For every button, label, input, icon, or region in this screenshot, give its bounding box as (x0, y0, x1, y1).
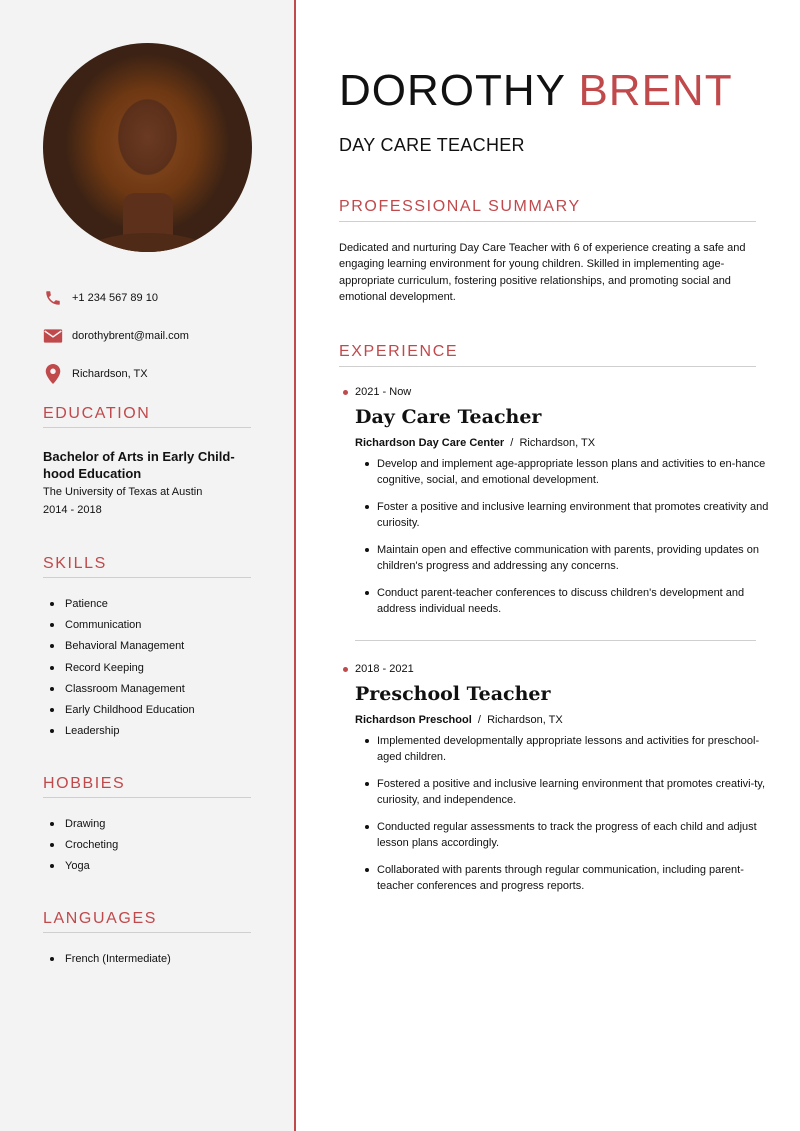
timeline-dot (343, 390, 348, 395)
responsibility-item: Develop and implement age-appropriate lesson plans and activities to en-hance cognitive, social, and emotional development. (365, 456, 770, 488)
job-dates: 2021 - Now (355, 386, 412, 398)
hobby-item: Crocheting (50, 838, 118, 859)
last-name: BRENT (578, 66, 733, 115)
first-name: DOROTHY (339, 66, 566, 115)
education-years: 2014 - 2018 (43, 504, 102, 516)
contact-phone (43, 288, 158, 308)
job-dates: 2018 - 2021 (355, 663, 414, 675)
company-location: Richardson, TX (519, 437, 596, 449)
experience-divider (355, 640, 756, 641)
skills-list (50, 597, 195, 745)
responsibility-item: Collaborated with parents through regular communication, including parent-teacher conferences and progress reports. (365, 862, 770, 894)
education-degree: Bachelor of Arts in Early Child-hood Education (43, 449, 235, 481)
mail-icon (43, 326, 63, 346)
job-company (355, 714, 563, 726)
timeline-dot (343, 667, 348, 672)
skill-item: Communication (50, 618, 195, 639)
contact-location (43, 364, 148, 384)
job-role: DAY CARE TEACHER (339, 135, 525, 155)
hobby-item: Yoga (50, 859, 118, 880)
responsibility-item: Implemented developmentally appropriate lessons and activities for preschool-aged children. (365, 733, 770, 765)
company-separator: / (477, 714, 481, 726)
company-name: Richardson Preschool (355, 714, 472, 726)
skill-item: Early Childhood Education (50, 703, 195, 724)
responsibility-item: Foster a positive and inclusive learning environment that promotes creativity and curiosity. (365, 499, 770, 531)
job-title: Preschool Teacher (355, 683, 551, 705)
skill-item: Classroom Management (50, 682, 195, 703)
education-school: The University of Texas at Austin (43, 486, 203, 498)
experience-heading: EXPERIENCE (339, 343, 756, 367)
phone-text: +1 234 567 89 10 (72, 292, 158, 304)
job-responsibilities (365, 456, 770, 628)
skill-item: Leadership (50, 724, 195, 745)
language-item: French (Intermediate) (50, 952, 171, 973)
skill-item: Behavioral Management (50, 639, 195, 660)
responsibility-item: Conducted regular assessments to track the progress of each child and adjust lesson plans accordingly. (365, 819, 770, 851)
location-pin-icon (43, 364, 63, 384)
photo-shoulders (73, 233, 223, 252)
hobby-item: Drawing (50, 817, 118, 838)
contact-email (43, 326, 189, 346)
languages-heading: LANGUAGES (43, 910, 251, 933)
hobbies-list (50, 817, 118, 881)
job-responsibilities (365, 733, 770, 905)
profile-photo (43, 43, 252, 252)
summary-text: Dedicated and nurturing Day Care Teacher with 6 of experience creating a safe and engaging learning environment for young children. Skilled in implementing age-appropriate curriculum, fostering positive relationships, and promoting social and emotional development. (339, 242, 746, 303)
full-name (339, 66, 733, 116)
responsibility-item: Fostered a positive and inclusive learning environment that promotes creativi-ty, curiosity, and independence. (365, 776, 770, 808)
hobbies-heading: HOBBIES (43, 775, 251, 798)
job-title: Day Care Teacher (355, 406, 542, 428)
responsibility-item: Maintain open and effective communication with parents, providing updates on children's progress and addressing any concerns. (365, 542, 770, 574)
email-text: dorothybrent@mail.com (72, 330, 189, 342)
skill-item: Patience (50, 597, 195, 618)
phone-icon (43, 288, 63, 308)
education-heading: EDUCATION (43, 405, 251, 428)
location-text: Richardson, TX (72, 368, 148, 380)
skills-heading: SKILLS (43, 555, 251, 578)
responsibility-item: Conduct parent-teacher conferences to discuss children's development and address individual needs. (365, 585, 770, 617)
skill-item: Record Keeping (50, 661, 195, 682)
job-company (355, 437, 595, 449)
company-location: Richardson, TX (487, 714, 563, 726)
company-separator: / (510, 437, 514, 449)
sidebar (0, 0, 296, 1131)
summary-heading: PROFESSIONAL SUMMARY (339, 198, 756, 222)
company-name: Richardson Day Care Center (355, 437, 505, 449)
languages-list (50, 952, 171, 973)
